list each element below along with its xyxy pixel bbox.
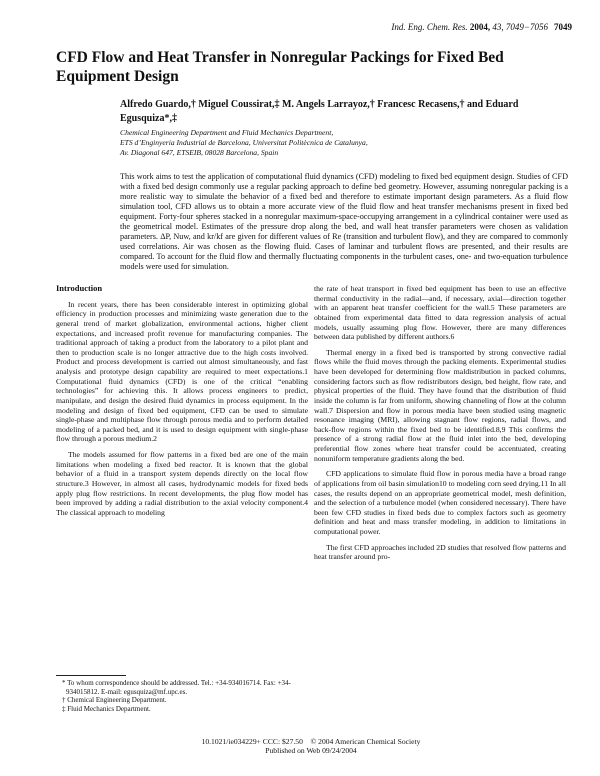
page-footer bbox=[56, 737, 566, 755]
page-number: 7049 bbox=[554, 22, 572, 32]
footnote-correspondence: * To whom correspondence should be addressed. Tel.: +34-934016714. Fax: +34-934015812. E-mail: egusquiza@mf.upc.es. bbox=[62, 679, 291, 696]
body-paragraph: Thermal energy in a fixed bed is transported by strong convective radial flows while the fluid moves through the packing elements. Experimental studies have been developed for determining flow maldistribution in packed columns, considering factors such as flow redistributors design, bed height, flow rate, and physical properties of the fluid. They have found that the distribution of fluid inside the column is far from uniform, showing channeling of flow at the column wall.7 Dispersion and flow in porous media have been studied using magnetic resonance imaging (MRI), allowing stagnant flow regions, radial flows, and back-flow regions within the fixed bed to be identified.8,9 This confirms the presence of a strong radial flow at the fluid inlet into the bed, developing preferential flow zones where heat transfer could be accentuated, creating nonuniform temperature gradients along the bed. bbox=[314, 347, 566, 463]
footnotes bbox=[56, 679, 308, 713]
body-paragraph: The models assumed for flow patterns in a fixed bed are one of the main limitations when modeling a fixed bed reactor. It is known that the global behavior of a fluid in a transport system depends directly on the local flow structure.3 However, in almost all cases, hydrodynamic models for fixed beds apply plug flow restrictions. In recent developments, the plug flow model has been improved by adding a radial distribution to the axial velocity component.4 The classical approach to modeling bbox=[56, 450, 308, 517]
volume-pages: 43, 7049−7056 bbox=[492, 22, 548, 32]
section-heading: Introduction bbox=[56, 283, 103, 293]
body-paragraph: The first CFD approaches included 2D studies that resolved flow patterns and heat transfer around pro- bbox=[314, 542, 566, 562]
body-paragraph: CFD applications to simulate fluid flow in porous media have a broad range of applications from oil basin simulation10 to modeling corn seed drying.11 In all cases, the results depend on an appropriate geometrical model, mesh definition, and the selection of a turbulence model (when considered necessary). There have been few CFD studies in fixed beds due to complex factors such as geometry definition and heat and mass transfer modeling, in addition to limitations in computational power. bbox=[314, 469, 566, 536]
affiliation-line: Av. Diagonal 647, ETSEIB, 08028 Barcelona, Spain bbox=[120, 147, 279, 157]
footnote-affiliation: ‡ Fluid Mechanics Department. bbox=[62, 704, 151, 713]
copyright: © 2004 American Chemical Society bbox=[310, 737, 421, 746]
doi-price: 10.1021/ie034229+ CCC: $27.50 bbox=[201, 737, 303, 746]
publication-date: Published on Web 09/24/2004 bbox=[265, 746, 357, 756]
author-list: Alfredo Guardo,† Miguel Coussirat,‡ M. Angels Larrayoz,† Francesc Recasens,† and Eduard Egusquiza*,‡ bbox=[120, 99, 519, 124]
left-column bbox=[56, 284, 308, 523]
body-paragraph: the rate of heat transport in fixed bed equipment has been to use an effective thermal conductivity in the radial—and, if necessary, axial—direction together with an apparent heat transfer coefficient for the wall.5 These parameters are obtained from experimental data fitted to data regression analysis of actual models, usually assuming plug flow. However, there are many differences between data published by different authors.6 bbox=[314, 284, 566, 342]
affiliation-line: ETS d’Enginyeria Industrial de Barcelona, Universitat Politècnica de Catalunya, bbox=[120, 137, 368, 147]
journal-year: 2004, bbox=[469, 22, 491, 32]
journal-name: Ind. Eng. Chem. Res. bbox=[391, 22, 468, 32]
article-title: CFD Flow and Heat Transfer in Nonregular Packings for Fixed Bed Equipment Design bbox=[56, 49, 504, 85]
body-paragraph: In recent years, there has been considerable interest in optimizing global efficiency in production processes and minimizing waste generation due to the general trend of market globalization, environmental actions, higher client expectations, and increased profit revenue for manufacturing companies. The traditional approach of taking a product from the laboratory to a pilot plant and then to production scale is no longer attractive due to the high costs involved. Product and process development is carried out almost simultaneously, and fast analysis and prototype design capability are required to meet expectations.1 Computational fluid dynamics (CFD) is one of the critical “enabling technologies” for achieving this. It allows process engineers to predict, manipulate, and design the desired fluid dynamics in process equipment. In the modeling and design of fixed bed equipment, CFD can be used to simulate single-phase and multiphase flow through porous media and to perform detailed modeling of a packed bed, and it is used to design equipment with single-phase flow through a porous medium.2 bbox=[56, 299, 308, 444]
right-column bbox=[314, 284, 566, 568]
affiliation-line: Chemical Engineering Department and Fluid Mechanics Department, bbox=[120, 128, 334, 137]
footnote-divider bbox=[56, 675, 126, 676]
running-header bbox=[0, 22, 548, 32]
footnote-affiliation: † Chemical Engineering Department. bbox=[62, 696, 167, 705]
affiliation bbox=[120, 128, 560, 157]
abstract: This work aims to test the application of computational fluid dynamics (CFD) modeling to fixed bed equipment design. Studies of CFD with a fixed bed design commonly use a regular packing approach to define bed geometry. However, assuming nonregular packing is a more realistic way to simulate the behavior of a fixed bed and therefore to estimate important design parameters. As a fluid flow simulation tool, CFD allows us to obtain a more accurate view of the fluid flow and heat transfer mechanisms present in fixed bed equipment. Forty-four spheres stacked in a nonregular maximum-space-occupying arrangement in a cylindrical container were used as the geometrical model. Estimates of the pressure drop along the bed, and wall heat transfer parameters were chosen as validation parameters. ΔP, Nuw, and kr/kf are given for different values of Re (transition and turbulent flow), and they are compared to commonly used correlations. Air was chosen as the flowing fluid. Cases of laminar and turbulent flows are presented, and their results are compared. To account for the fluid flow and thermally fluctuating components in the turbulent cases, one- and two-equation turbulence models were used for simulation. bbox=[120, 172, 568, 272]
